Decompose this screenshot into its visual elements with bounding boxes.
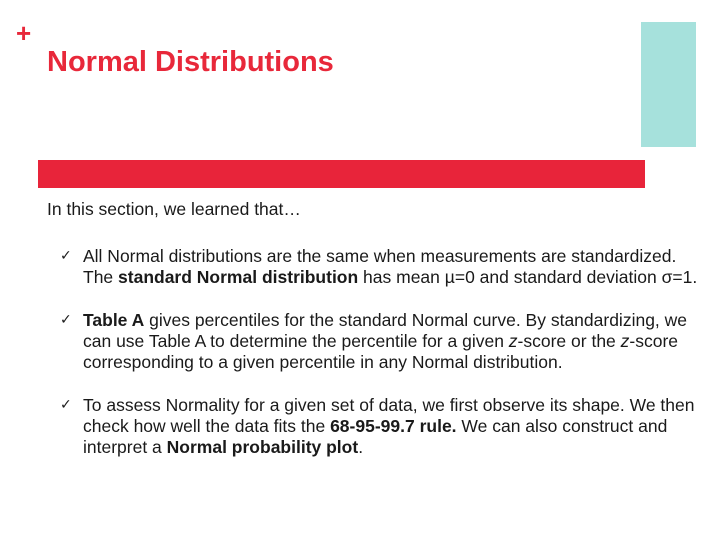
bullet-standardization (60, 246, 710, 288)
accent-block (641, 22, 696, 147)
bullet-italic: z (508, 331, 518, 351)
bullet-normality (60, 395, 710, 458)
bullet-text: All Normal distributions are the same when measurements are standardized. The (83, 246, 677, 287)
checkmark-icon: ✓ (60, 312, 72, 328)
bullet-text: -score corresponding to a given percentile in any Normal distribution. (83, 331, 679, 372)
slide-title: Normal Distributions (47, 46, 334, 78)
bullet-text: gives percentiles for the standard Normal curve. By standardizing, we can use Table A to determine the percentile for a given (83, 310, 688, 351)
bullet-list (60, 246, 710, 480)
bullet-text: has mean µ=0 and standard deviation σ=1. (358, 267, 698, 287)
bullet-text: -score or the (517, 331, 621, 351)
intro-text: In this section, we learned that… (47, 199, 301, 219)
bullet-italic: z (620, 331, 630, 351)
checkmark-icon: ✓ (60, 248, 72, 264)
bullet-text: To assess Normality for a given set of data, we first observe its shape. We then check how well the data fits the (83, 395, 695, 436)
checkmark-icon: ✓ (60, 397, 72, 413)
bullet-text: We can also construct and interpret a (83, 416, 668, 457)
bullet-table-a (60, 310, 710, 373)
plus-icon: + (16, 18, 32, 48)
bullet-emphasis: standard Normal distribution (118, 267, 359, 287)
bullet-emphasis: Normal probability plot (166, 437, 359, 457)
title-band (38, 160, 645, 188)
bullet-emphasis: 68-95-99.7 rule. (330, 416, 457, 436)
bullet-text: . (358, 437, 364, 457)
bullet-emphasis: Table A (83, 310, 145, 330)
